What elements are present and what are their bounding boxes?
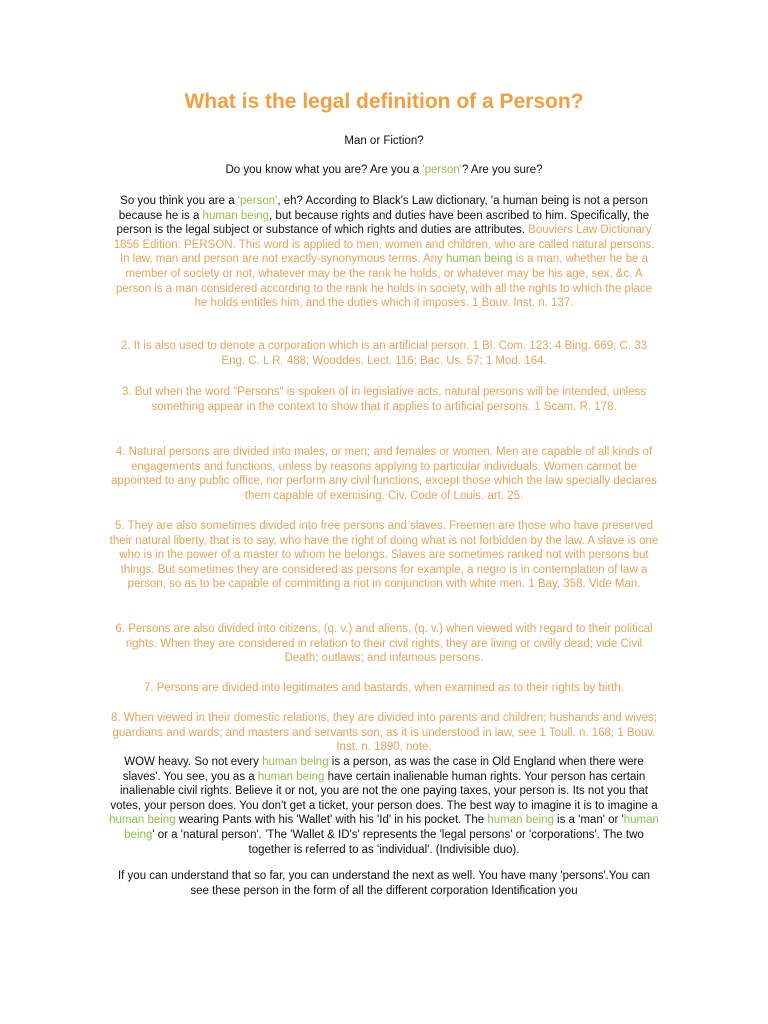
paragraph-5: 5. They are also sometimes divided into free persons and slaves. Freemen are those who have preserved their natural liberty, that is to say, who have the right of doing what is not forbidden by the law. A slave is one who is in the power of a master to whom he belongs. Slaves are sometimes ranked not with persons but things. But sometimes they are considered as persons for example, a negro is in contemplation of law a person, so as to be capable of committing a riot in conjunction with white men. 1 Bay, 358. Vide Man. (109, 520, 659, 591)
person-link[interactable]: 'person' (422, 164, 462, 176)
text-run: , eh? According to Black's Law dictionary, 'a human being is not a person because he is a (118, 195, 648, 222)
text-run: So you think you are a (120, 195, 238, 207)
text-run: is a 'man' or ' (553, 814, 624, 827)
human-being-link[interactable]: human being (487, 814, 554, 827)
intro-paragraph (108, 194, 660, 311)
page-title: What is the legal definition of a Person? (184, 90, 584, 113)
human-being-link[interactable]: 'person' (237, 195, 278, 207)
human-being-link[interactable]: human being (445, 253, 513, 266)
paragraph-3: 3. But when the word "Persons" is spoken of in legislative acts, natural persons will be intended, unless something appear in the context to show that it applies to artificial persons. 1 Scam. R. 178. (121, 386, 647, 413)
text-run: Bouviers Law Dictionary 1856 Edition: PERSON. This word is applied to men, women and children, who are called natural persons. In law, man and person are not exactly-synonymous terms. Any (113, 224, 655, 266)
paragraph-6: 6. Persons are also divided into citizens, (q. v.) and aliens, (q. v.) when viewed with regard to their political rights. When they are considered in relation to their civil rights, they are living or civilly dead; vide Civil Death; outlaws; and infamous persons. (115, 623, 653, 665)
human-being-link[interactable]: human being (202, 209, 270, 222)
paragraph-4: 4. Natural persons are divided into males, or men; and females or women. Men are capable of all kinds of engagements and functions, unless by reasons applying to particular individuals. Women cannot be appointed to any public office, nor perform any civil functions, except those which the law specially declares them capable of exercising. Civ. Code of Louis. art. 25. (111, 446, 657, 502)
paragraph-8: 8. When viewed in their domestic relations, they are divided into parents and children; hushands and wives; guardians and wards; and masters and servants son, as it is understood in law, see 1 Toull. n. 168; 1 Bouv. Inst. n. 1890, note. (111, 712, 657, 754)
text-run: , but because rights and duties have been ascribed to him. Specifically, the person is the legal subject or substance of which rights and duties are attributes. (116, 209, 650, 237)
text-run: ' or a 'natural person'. 'The 'Wallet & ID's' represents the 'legal persons' or 'corporations'. The two together is referred to as 'individual'. (Indivisible duo). (152, 828, 644, 856)
text-run: is a person, as was the case in Old England when there were slaves'. You see, you as a (122, 756, 644, 783)
paragraph-2: 2. It is also used to denote a corporation which is an artificial person. 1 Bl. Com. 123; 4 Bing. 669; C. 33 Eng. C. L R. 488; Wooddes. Lect. 116; Bac. Us. 57; 1 Mod. 164. (120, 340, 648, 367)
paragraph-7: 7. Persons are divided into legitimates and bastards, when examined as to their rights by birth. (143, 682, 625, 694)
human-being-link[interactable]: human being (109, 814, 176, 827)
human-being-link[interactable]: human being (262, 756, 329, 768)
closing-paragraph: If you can understand that so far, you can understand the next as well. You have many 'persons'.You can see these person in the form of all the different corporation Identification you (117, 870, 651, 897)
human-being-link[interactable]: human being (124, 814, 659, 841)
question-line (108, 163, 660, 178)
question-after: ? Are you sure? (461, 164, 543, 176)
text-run: is a man, whether he be a member of society or not, whatever may be the rank he holds, or whatever may be his age, sex, &c. A person is a man considered according to the rank he holds in society, with all the rights to which the place he holds entitles him, and the duties which it imposes. 1 Bouv. Inst. n. 137. (115, 253, 653, 310)
commentary-paragraph (108, 755, 660, 857)
text-run: wearing Pants with his 'Wallet' with his 'Id' in his pocket. The (175, 814, 488, 827)
human-being-link[interactable]: human being (257, 770, 325, 783)
text-run: WOW heavy. So not every (124, 756, 263, 768)
text-run: have certain inalienable human rights. Your person has certain inalienable civil rights. Believe it or not, you are not the one paying taxes, your person is. Its not you that votes, your person does. You don't get a ticket, your person does. The best way to imagine it is to imagine a (110, 770, 658, 812)
question-before: Do you know what you are? Are you a (225, 164, 423, 176)
subtitle: Man or Fiction? (344, 135, 424, 147)
